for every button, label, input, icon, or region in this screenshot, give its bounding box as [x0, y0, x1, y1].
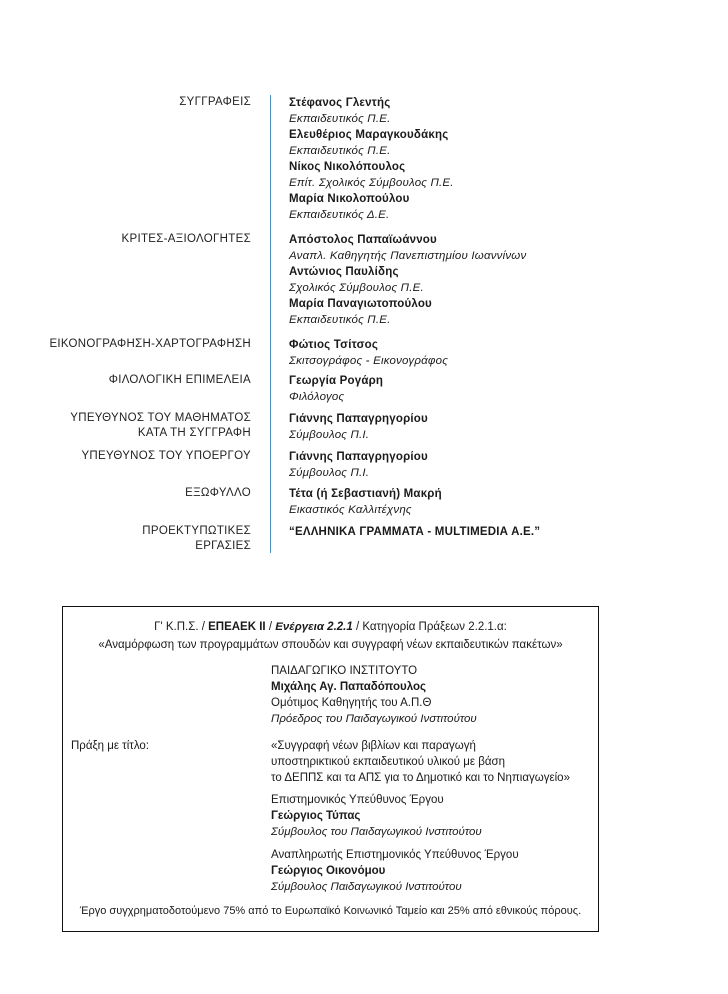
person-title: Φιλόλογος [289, 391, 345, 403]
person-title: Εκπαιδευτικός Π.Ε. [289, 145, 391, 157]
person-name: Στέφανος Γλεντής [289, 97, 391, 109]
funding-footer: Έργο συγχρηματοδοτούμενο 75% από το Ευρωπαϊκό Κοινωνικό Ταμείο και 25% από εθνικούς πόρους. [79, 905, 582, 917]
person-title: Εικαστικός Καλλιτέχνης [289, 504, 412, 516]
person-title: Εκπαιδευτικός Π.Ε. [289, 113, 391, 125]
institute-block: ΠΑΙΔΑΓΩΓΙΚΟ ΙΝΣΤΙΤΟΥΤΟ Μιχάλης Αγ. Παπαδόπουλος Ομότιμος Καθηγητής του Α.Π.Θ Πρόεδρος του Παιδαγωγικού Ινστιτούτου [271, 665, 477, 725]
person-title: Σκιτσογράφος - Εικονογράφος [289, 355, 449, 367]
person-name: Γεωργία Ρογάρη [289, 375, 384, 387]
person-title: Εκπαιδευτικός Π.Ε. [289, 314, 391, 326]
person-title: Εκπαιδευτικός Δ.Ε. [289, 209, 390, 221]
person-name: Νίκος Νικολόπουλος [289, 161, 406, 173]
deputy-lead: Αναπληρωτής Επιστημονικός Υπεύθυνος Έργου Γεώργιος Οικονόμου Σύμβουλος Παιδαγωγικού Ινστιτούτου [271, 849, 519, 893]
credit-role: ΕΞΩΦΥΛΛΟ [185, 487, 251, 499]
credit-reviewers [0, 232, 728, 328]
action-title: «Συγγραφή νέων βιβλίων και παραγωγή υποστηρικτικού εκπαιδευτικού υλικού με βάση το ΔΕΠΠΣ και τα ΑΠΣ για το Δημοτικό και το Νηπιαγωγείο» [271, 740, 570, 784]
credit-prepress [0, 524, 728, 552]
person-title: Σχολικός Σύμβουλος Π.Ε. [289, 282, 424, 294]
person-name: “ΕΛΛΗΝΙΚΑ ΓΡΑΜΜΑΤΑ - MULTIMEDIA Α.Ε.” [289, 526, 541, 538]
funding-subheading: «Αναμόρφωση των προγραμμάτων σπουδών και συγγραφή νέων εκπαιδευτικών πακέτων» [98, 639, 563, 651]
funding-box [62, 606, 599, 932]
action-label: Πράξη με τίτλο: [71, 740, 149, 752]
person-name: Τέτα (ή Σεβαστιανή) Μακρή [289, 488, 442, 500]
funding-heading: Γ' Κ.Π.Σ. / ΕΠΕΑΕΚ ΙΙ / Ενέργεια 2.2.1 / Κατηγορία Πράξεων 2.2.1.α: [154, 621, 507, 633]
credit-role: ΕΙΚΟΝΟΓΡΑΦΗΣΗ-ΧΑΡΤΟΓΡΑΦΗΣΗ [49, 338, 251, 350]
credit-role: ΦΙΛΟΛΟΓΙΚΗ ΕΠΙΜΕΛΕΙΑ [108, 374, 251, 386]
person-name: Φώτιος Τσίτσος [289, 339, 379, 351]
credit-role: ΥΠΕΥΘΥΝΟΣ ΤΟΥ ΜΑΘΗΜΑΤΟΣ ΚΑΤΑ ΤΗ ΣΥΓΓΡΑΦΗ [70, 412, 251, 439]
credit-role: ΣΥΓΓΡΑΦΕΙΣ [179, 96, 251, 108]
credit-cover [0, 486, 728, 518]
person-name: Ελευθέριος Μαραγκουδάκης [289, 129, 449, 141]
credit-role: ΠΡΟΕΚΤΥΠΩΤΙΚΕΣ ΕΡΓΑΣΙΕΣ [142, 525, 251, 552]
person-name: Γιάννης Παπαγρηγορίου [289, 413, 428, 425]
person-name: Γιάννης Παπαγρηγορίου [289, 451, 428, 463]
credit-illustration [0, 337, 728, 369]
person-title: Επίτ. Σχολικός Σύμβουλος Π.Ε. [289, 177, 454, 189]
credit-subject-lead [0, 411, 728, 443]
person-name: Απόστολος Παπαϊωάννου [289, 234, 437, 246]
credit-philology [0, 373, 728, 405]
credit-role: ΥΠΕΥΘΥΝΟΣ ΤΟΥ ΥΠΟΕΡΓΟΥ [81, 450, 251, 462]
credit-subproject-lead [0, 449, 728, 481]
person-title: Σύμβουλος Π.Ι. [289, 429, 370, 441]
person-name: Αντώνιος Παυλίδης [289, 266, 399, 278]
person-title: Σύμβουλος Π.Ι. [289, 467, 370, 479]
scientific-lead: Επιστημονικός Υπεύθυνος Έργου Γεώργιος Τύπας Σύμβουλος του Παιδαγωγικού Ινστιτούτου [271, 794, 482, 838]
credits-section [0, 95, 728, 552]
credit-role: ΚΡΙΤΕΣ-ΑΞΙΟΛΟΓΗΤΕΣ [121, 233, 251, 245]
person-name: Μαρία Παναγιωτοπούλου [289, 298, 432, 310]
credit-authors [0, 95, 728, 223]
person-name: Μαρία Νικολοπούλου [289, 193, 410, 205]
person-title: Αναπλ. Καθηγητής Πανεπιστημίου Ιωαννίνων [289, 250, 527, 262]
